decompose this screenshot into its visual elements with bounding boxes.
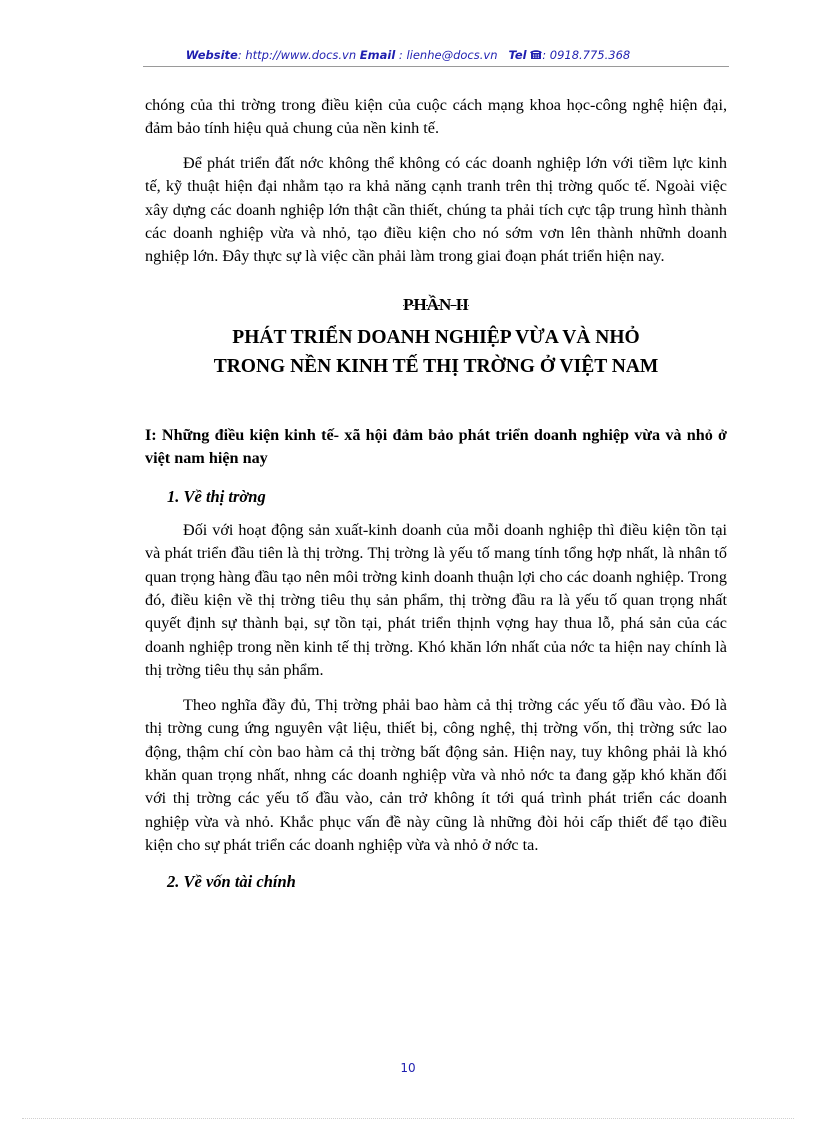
phone-number: : 0918.775.368: [542, 48, 631, 62]
page-bottom-border: [22, 1118, 794, 1119]
paragraph-4: Theo nghĩa đầy đủ, Thị trờng phải bao hàm cả thị trờng các yếu tố đầu vào. Đó là thị trờng cung ứng nguyên vật liệu, thiết bị, công nghệ, thị trờng vốn, thị trờng sức lao động, thậm chí còn bao hàm cả thị trờng bất động sản. Hiện nay, tuy không phải là khó khăn quan trọng nhất, nhng các doanh nghiệp vừa và nhỏ nớc ta đang gặp khó khăn đối với thị trờng các yếu tố đầu vào, cản trở không ít tới quá trình phát triển các doanh nghiệp vừa và nhỏ. Khắc phục vấn đề này cũng là những đòi hỏi cấp thiết để tạo điều kiện cho sự phát triển các doanh nghiệp vừa và nhỏ ở nớc ta.: [145, 695, 727, 855]
chapter-title-line-2: TRONG NỀN KINH TẾ THỊ TRỜNG Ở VIỆT NAM: [213, 355, 659, 377]
paragraph-2: Để phát triển đất nớc không thể không có các doanh nghiệp lớn với tiềm lực kinh tế, kỹ thuật hiện đại nhằm tạo ra khả năng cạnh tranh trên thị trờng quốc tế. Ngoài việc xây dựng các doanh nghiệp lớn thật cần thiết, chúng ta phải tích cực tập trung hình thành các doanh nghiệp vừa và nhỏ, tạo điều kiện cho nó sớm vơn lên thành nhữnh doanh nghiệp lớn. Đây thực sự là việc cần phải làm trong giai đoạn phát triển hiện nay.: [145, 153, 727, 266]
subheading-market: 1. Về thị trờng: [167, 486, 266, 506]
website-label: Website: [185, 48, 238, 62]
website-url[interactable]: : http://www.docs.vn: [237, 48, 357, 62]
subheading-capital: 2. Về vốn tài chính: [167, 871, 296, 891]
section-heading: I: Những điều kiện kinh tế- xã hội đảm bảo phát triển doanh nghiệp vừa và nhỏ ở việt nam hiện nay: [145, 425, 727, 468]
chapter-title-line-1: PHÁT TRIỂN DOANH NGHIỆP VỪA VÀ NHỎ: [232, 326, 640, 348]
tel-label: Tel: [508, 48, 527, 62]
email-address[interactable]: : lienhe@docs.vn: [395, 48, 498, 62]
page-number: 10: [400, 1061, 416, 1075]
part-label: PHẦN II: [403, 294, 469, 314]
email-label: Email: [359, 48, 396, 62]
paragraph-1: chóng của thi trờng trong điều kiện của cuộc cách mạng khoa học-công nghệ hiện đại, đảm bảo tính hiệu quả chung của nền kinh tế.: [145, 96, 727, 138]
header-divider: [143, 66, 729, 67]
page-header: [0, 48, 816, 63]
chapter-title: [145, 323, 727, 381]
phone-icon: [530, 49, 542, 63]
page-content: [145, 94, 727, 904]
paragraph-3: Đối với hoạt động sản xuất-kinh doanh của mỗi doanh nghiệp thì điều kiện tồn tại và phát triển đầu tiên là thị trờng. Thị trờng là yếu tố mang tính tổng hợp nhất, là nhân tố quan trọng hàng đầu tạo nên môi trờng kinh doanh thuận lợi cho các doanh nghiệp. Trong đó, điều kiện về thị trờng tiêu thụ sản phẩm, thị trờng đầu ra là yếu tố quan trọng nhất quyết định sự thành bại, sự tồn tại, phát triển thịnh vợng hay thua lỗ, phá sản của các doanh nghiệp trong nền kinh tế thị trờng. Khó khăn lớn nhất của nớc ta hiện nay chính là thị trờng tiêu thụ sản phẩm.: [145, 520, 727, 680]
